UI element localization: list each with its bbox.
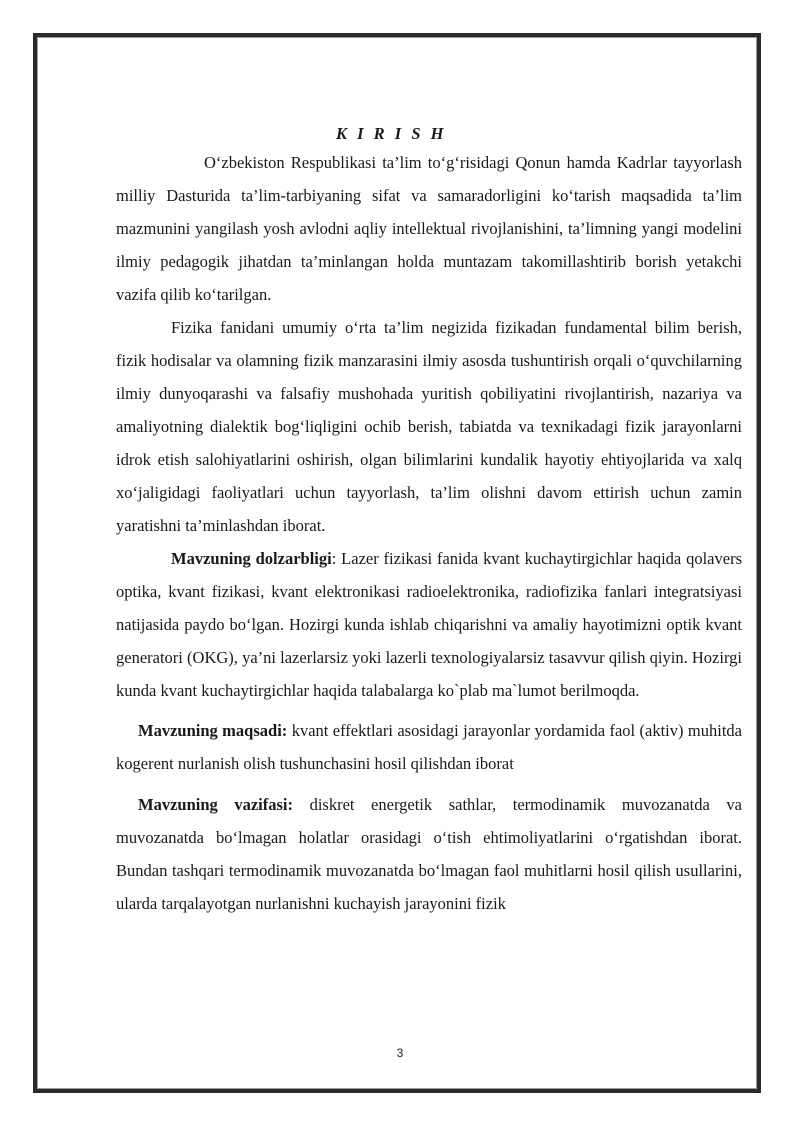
relevance-paragraph [116,542,742,707]
task-label: Mavzuning vazifasi: [138,795,293,814]
intro-paragraph: O‘zbekiston Respublikasi ta’lim to‘g‘risidagi Qonun hamda Kadrlar tayyorlash milliy Dasturida ta’lim-tarbiyaning sifat va samaradorligini ko‘tarish maqsadida ta’lim mazmunini yangilash yosh avlodni aqliy intellektual rivojlanishini, ta’limning yangi modelini ilmiy pedagogik jihatdan ta’minlangan holda muntazam takomillashtirib borish yetakchi vazifa qilib ko‘tarilgan. [116,153,742,304]
relevance-text: : Lazer fizikasi fanida kvant kuchaytirgichlar haqida qolavers optika, kvant fizikasi, kvant elektronikasi radioelektronika, radiofizika fanlari integratsiyasi natijasida paydo bo‘lgan. Hozirgi kunda ishlab chiqarishni va amaliy hayotimizni optik kvant generatori (OKG), ya’ni lazerlarsiz yoki lazerli texnologiyalarsiz tasavvur qilish qiyin. Hozirgi kunda kvant kuchaytirgichlar haqida talabalarga ko`plab ma`lumot berilmoqda. [116,549,742,700]
relevance-label: Mavzuning dolzarbligi [171,549,332,568]
document-body [116,122,742,920]
goal-text: kvant effektlari asosidagi jarayonlar yordamida faol (aktiv) muhitda kogerent nurlanish olish tushunchasini hosil qilishdan iborat [116,721,743,773]
task-text: diskret energetik sathlar, termodinamik muvozanatda va muvozanatda bo‘lmagan holatlar orasidagi o‘tish ehtimoliyatlarini o‘rgatishdan iborat. Bundan tashqari termodinamik muvozanatda bo‘lmagan faol muhitlarni hosil qilish usullarini, ularda tarqalayotgan nurlanishni kuchayish jarayonini fizik [116,795,742,913]
task-paragraph [116,788,742,920]
goal-label: Mavzuning maqsadi: [138,721,288,740]
page-number: 3 [396,1046,404,1060]
page-title: K I R I S H [336,124,447,143]
physics-paragraph: Fizika fanidani umumiy o‘rta ta’lim negizida fizikadan fundamental bilim berish, fizik hodisalar va olamning fizik manzarasini ilmiy asosda tushuntirish orqali o‘quvchilarning ilmiy dunyoqarashi va falsafiy mushohada yuritish qobiliyatini rivojlantirish, nazariya va amaliyotning dialektik bog‘liqligini ochib berish, tabiatda va texnikadagi fizik jarayonlarni idrok etish salohiyatlarini oshirish, olgan bilimlarini kundalik hayotiy ehtiyojlarida va xalq xo‘jaligidagi faoliyatlari uchun tayyorlash, ta’lim olishni davom ettirish uchun zamin yaratishni ta’minlashdan iborat. [116,318,742,535]
goal-paragraph [116,714,742,780]
